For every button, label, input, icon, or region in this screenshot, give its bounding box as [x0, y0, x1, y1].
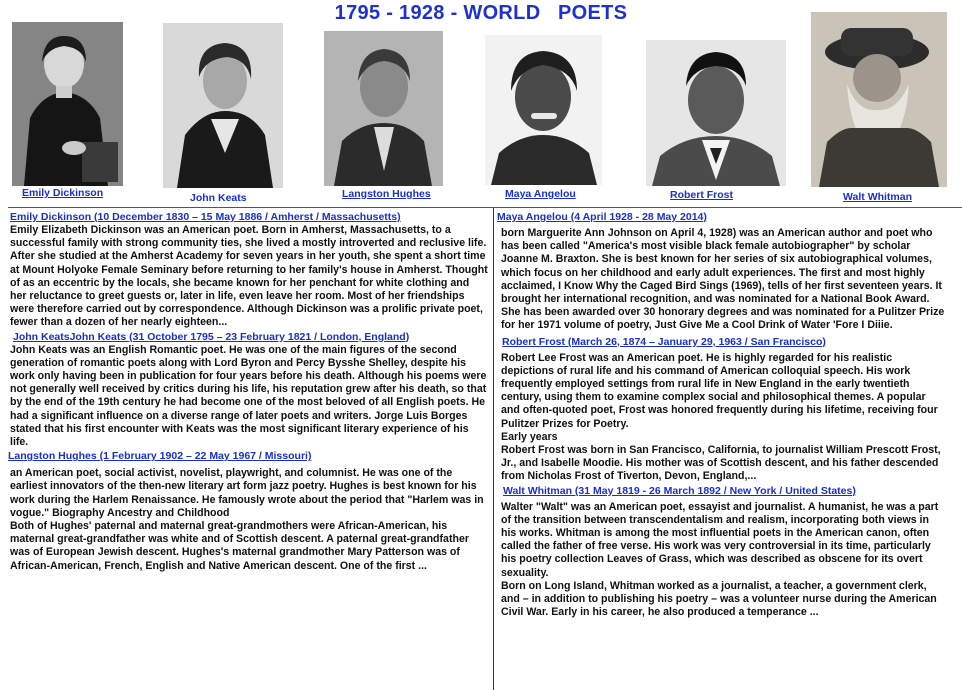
portrait-walt-whitman [811, 12, 947, 187]
portrait-emily-dickinson [12, 22, 123, 186]
top-divider [8, 207, 962, 208]
portrait-maya-angelou [485, 35, 602, 185]
bio-heading-emily-dickinson[interactable]: Emily Dickinson (10 December 1830 – 15 May 1886 / Amherst / Massachusetts) [10, 211, 401, 223]
portrait-langston-hughes [324, 31, 443, 186]
bio-heading-robert-frost[interactable]: Robert Frost (March 26, 1874 – January 29, 1963 / San Francisco) [502, 335, 826, 348]
right-column [497, 211, 947, 619]
bio-langston-hughes [10, 450, 488, 573]
column-divider [493, 208, 494, 690]
bio-text-robert-frost: Robert Lee Frost was an American poet. He is highly regarded for his realistic depictions of rural life and his command of American colloquial speech. His work frequently employed settings from rural life in New England in the early twentieth century, using them to examine complex social and philosophical themes. A popular and often-quoted poet, Frost was honored frequently during his lifetime, receiving four Pulitzer Prizes for Poetry. Early years Robert Frost was born in San Francisco, California, to journalist William Prescott Frost, Jr., and Isabelle Moodie. His mother was of Scottish descent, and his father descended from Nicholas Frost of Tiverton, Devon, England,... [501, 351, 941, 483]
bio-heading-walt-whitman[interactable]: Walt Whitman (31 May 1819 - 26 March 1892 / New York / United States) [503, 484, 856, 497]
bio-emily-dickinson [10, 211, 488, 330]
bio-heading-john-keats[interactable]: John KeatsJohn Keats (31 October 1795 – 23 February 1821 / London, England) [13, 330, 410, 343]
bio-john-keats [10, 331, 488, 450]
bio-maya-angelou [497, 211, 947, 333]
bio-text-emily-dickinson: Emily Elizabeth Dickinson was an American poet. Born in Amherst, Massachusetts, to a successful family with strong community ties, she lived a mostly introverted and reclusive life. After she studied at the Amherst Academy for seven years in her youth, she spent a short time at Mount Holyoke Female Seminary before returning to her family's house in Amherst. Thought of as an eccentric by the locals, she became known for her penchant for white clothing and her reluctance to greet guests or, later in life, even leave her room. Most of her friendships were therefore carried out by correspondence. Although Dickinson was a prolific private poet, fewer than a dozen of her nearly eighteen... [10, 224, 488, 329]
bio-text-walt-whitman: Walter "Walt" was an American poet, essayist and journalist. A humanist, he was a part of the transition between transcendentalism and realism, incorporating both views in his works. Whitman is among the most influential poets in the American canon, often called the father of free verse. His work was very controversial in its time, particularly his poetry collection Leaves of Grass, which was described as obscene for its overt sexuality. Born on Long Island, Whitman worked as a journalist, a teacher, a government clerk, and – in addition to publishing his poetry – was a volunteer nurse during the American Civil War. Early in his career, he also produced a temperance ... [501, 500, 939, 619]
poet-link-john-keats[interactable]: John Keats [190, 192, 247, 204]
poet-link-walt-whitman[interactable]: Walt Whitman [843, 191, 913, 203]
portrait-john-keats [163, 23, 283, 188]
page-title: 1795 - 1928 - WORLD POETS [334, 2, 628, 24]
poet-link-langston-hughes[interactable]: Langston Hughes [342, 188, 431, 200]
poet-link-robert-frost[interactable]: Robert Frost [670, 189, 733, 201]
poet-link-maya-angelou[interactable]: Maya Angelou [505, 188, 576, 200]
bio-walt-whitman [497, 485, 947, 620]
bio-robert-frost [497, 336, 947, 484]
poet-link-emily-dickinson[interactable]: Emily Dickinson [22, 187, 104, 199]
bio-heading-maya-angelou[interactable]: Maya Angelou (4 April 1928 - 28 May 2014) [497, 211, 707, 223]
bio-text-langston-hughes: an American poet, social activist, novelist, playwright, and columnist. He was one of the earliest innovators of the then-new literary art form jazz poetry. Hughes is best known for his work during the Harlem Renaissance. He famously wrote about the period that "Harlem was in vogue." Biography Ancestry and Childhood Both of Hughes' paternal and maternal great-grandmothers were African-American, his maternal great-grandfather was white and of Scottish descent. A paternal great-grandfather was of European Jewish descent. Hughes's maternal grandmother Mary Patterson was of African-American, French, English and Native American descent. One of the first ... [10, 467, 484, 572]
bio-text-maya-angelou: born Marguerite Ann Johnson on April 4, 1928) was an American author and poet who has been called "America's most visible black female autobiographer" by scholar Joanne M. Braxton. She is best known for her series of six autobiographical volumes, which focus on her childhood and early adult experiences. The first and most highly acclaimed, I Know Why the Caged Bird Sings (1969), tells of her first seventeen years. It brought her international recognition, and was nominated for a National Book Award. She has been awarded over 30 honorary degrees and was nominated for a Pulitzer Prize for her 1971 volume of poetry, Just Give Me a Cool Drink of Water 'Fore I Diiie. [501, 227, 945, 332]
bio-heading-langston-hughes[interactable]: Langston Hughes (1 February 1902 – 22 May 1967 / Missouri) [8, 450, 312, 463]
left-column [10, 211, 488, 573]
bio-text-john-keats: John Keats was an English Romantic poet. He was one of the main figures of the second generation of romantic poets along with Lord Byron and Percy Bysshe Shelley, despite his work only having been in publication for four years before his death. Although his poems were not generally well received by critics during his life, his reputation grew after his death, so that by the end of the 19th century he had become one of the most beloved of all English poets. He had a significant influence on a diverse range of later poets and writers. Jorge Luis Borges stated that his first encounter with Keats was the most significant literary experience of his life. [10, 343, 487, 449]
portrait-robert-frost [646, 40, 786, 186]
